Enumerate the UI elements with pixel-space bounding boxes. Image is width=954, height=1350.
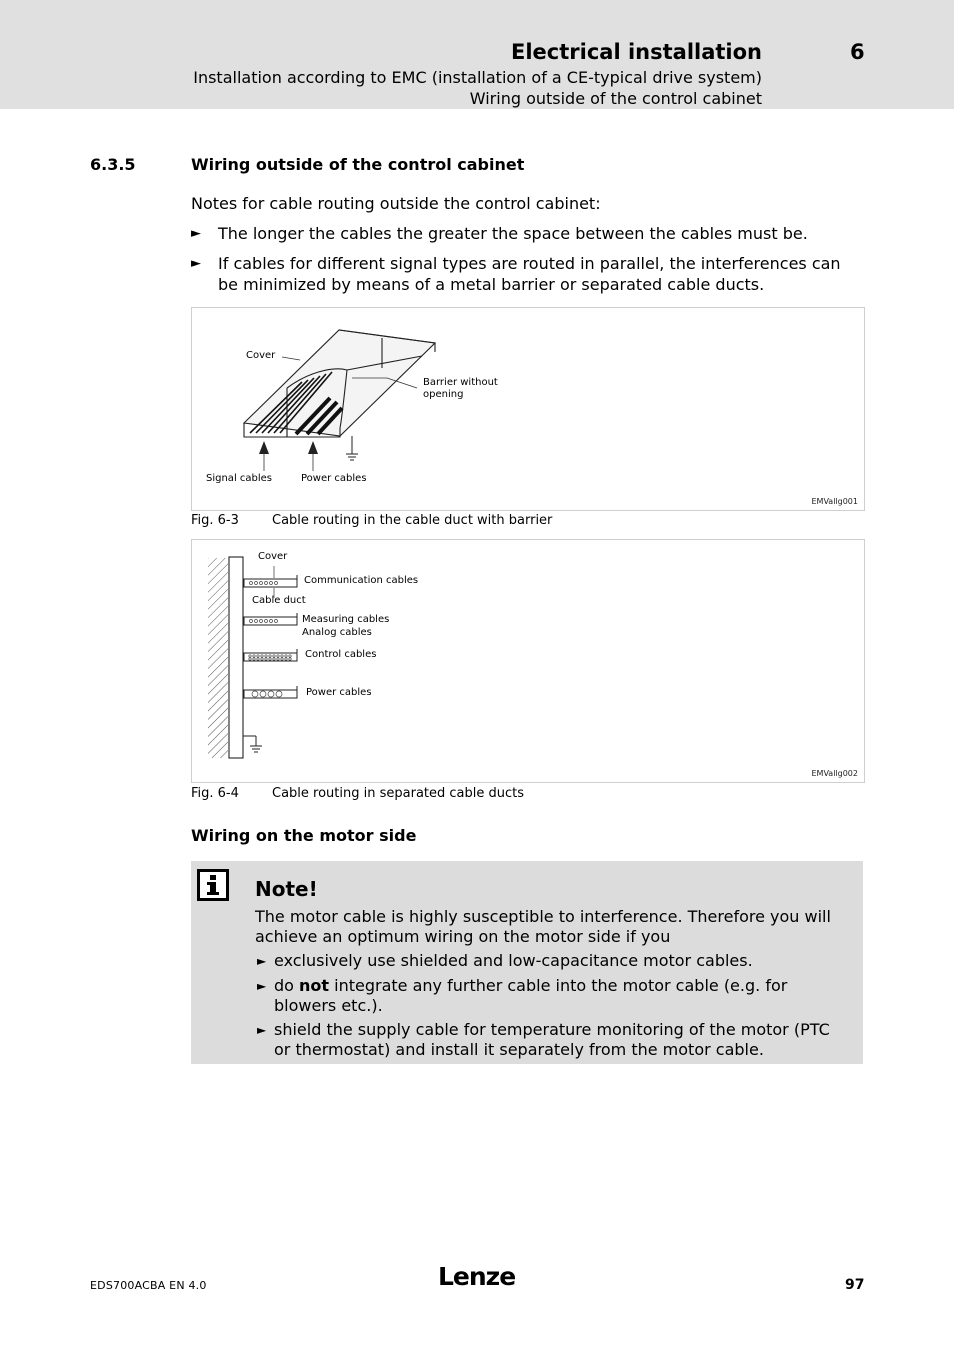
lenze-logo: Lenze xyxy=(438,1262,516,1291)
note-box xyxy=(191,861,863,1064)
label-analog-cables: Analog cables xyxy=(302,627,372,638)
bullet-arrow-icon: ► xyxy=(257,954,267,968)
figure-caption xyxy=(191,513,553,528)
label-cover: Cover xyxy=(246,350,276,361)
motor-side-heading: Wiring on the motor side xyxy=(191,826,417,845)
section-title: Wiring outside of the control cabinet xyxy=(191,155,525,174)
figure-cable-duct-barrier xyxy=(191,307,865,511)
note-text: The motor cable is highly susceptible to interference. Therefore you will achieve an optimum wiring on the motor side if you xyxy=(255,907,831,946)
note-bullet-text: exclusively use shielded and low-capacitance motor cables. xyxy=(274,951,753,970)
figure-number: Fig. 6-4 xyxy=(191,786,239,801)
note-bullet-text-pre: do xyxy=(274,976,300,995)
label-cable-duct: Cable duct xyxy=(252,595,306,606)
figure-number: Fig. 6-3 xyxy=(191,513,239,528)
info-icon xyxy=(197,869,229,901)
figure-code: EMVallg002 xyxy=(811,769,858,778)
label-power-cables: Power cables xyxy=(306,687,372,698)
bullet-arrow-icon: ► xyxy=(257,979,267,993)
figure-caption-text: Cable routing in the cable duct with barrier xyxy=(272,513,553,528)
label-communication-cables: Communication cables xyxy=(304,575,419,586)
header-subtitle-2: Wiring outside of the control cabinet xyxy=(469,89,762,108)
note-bullet-text-post: integrate any further cable into the motor cable (e.g. for blowers etc.). xyxy=(274,976,788,1015)
figure-caption xyxy=(191,786,525,801)
separated-ducts-illustration xyxy=(192,540,864,782)
label-cover: Cover xyxy=(258,551,288,562)
label-power-cables: Power cables xyxy=(301,473,367,484)
section-number: 6.3.5 xyxy=(90,155,136,174)
figure-caption-text: Cable routing in separated cable ducts xyxy=(272,786,525,801)
intro-text: Notes for cable routing outside the control cabinet: xyxy=(191,194,601,213)
figure-separated-ducts xyxy=(191,539,865,783)
chapter-number: 6 xyxy=(850,40,865,64)
note-title: Note! xyxy=(255,877,318,901)
bullet-arrow-icon: ► xyxy=(191,226,201,241)
cable-duct-illustration xyxy=(192,308,864,510)
bullet-arrow-icon: ► xyxy=(191,256,201,271)
page-number: 97 xyxy=(845,1277,865,1293)
label-control-cables: Control cables xyxy=(305,649,377,660)
note-bullet-text-bold: not xyxy=(299,976,330,995)
bullet-arrow-icon: ► xyxy=(257,1023,267,1037)
label-measuring-cables: Measuring cables xyxy=(302,614,390,625)
chapter-title: Electrical installation xyxy=(511,40,762,64)
bullet-text: The longer the cables the greater the space between the cables must be. xyxy=(218,224,808,243)
figure-code: EMVallg001 xyxy=(811,497,858,506)
label-signal-cables: Signal cables xyxy=(206,473,273,484)
bullet-text: If cables for different signal types are routed in parallel, the interferences can be minimized by means of a metal barrier or separated cable ducts. xyxy=(218,254,841,294)
note-bullet-text xyxy=(274,976,844,1016)
document-code: EDS700ACBA EN 4.0 xyxy=(90,1279,207,1292)
header-subtitle-1: Installation according to EMC (installation of a CE-typical drive system) xyxy=(193,68,762,87)
label-barrier: Barrier without xyxy=(423,377,498,388)
label-barrier-opening: opening xyxy=(423,389,464,400)
note-bullet-text: shield the supply cable for temperature monitoring of the motor (PTC or thermostat) and install it separately from the motor cable. xyxy=(274,1020,830,1059)
